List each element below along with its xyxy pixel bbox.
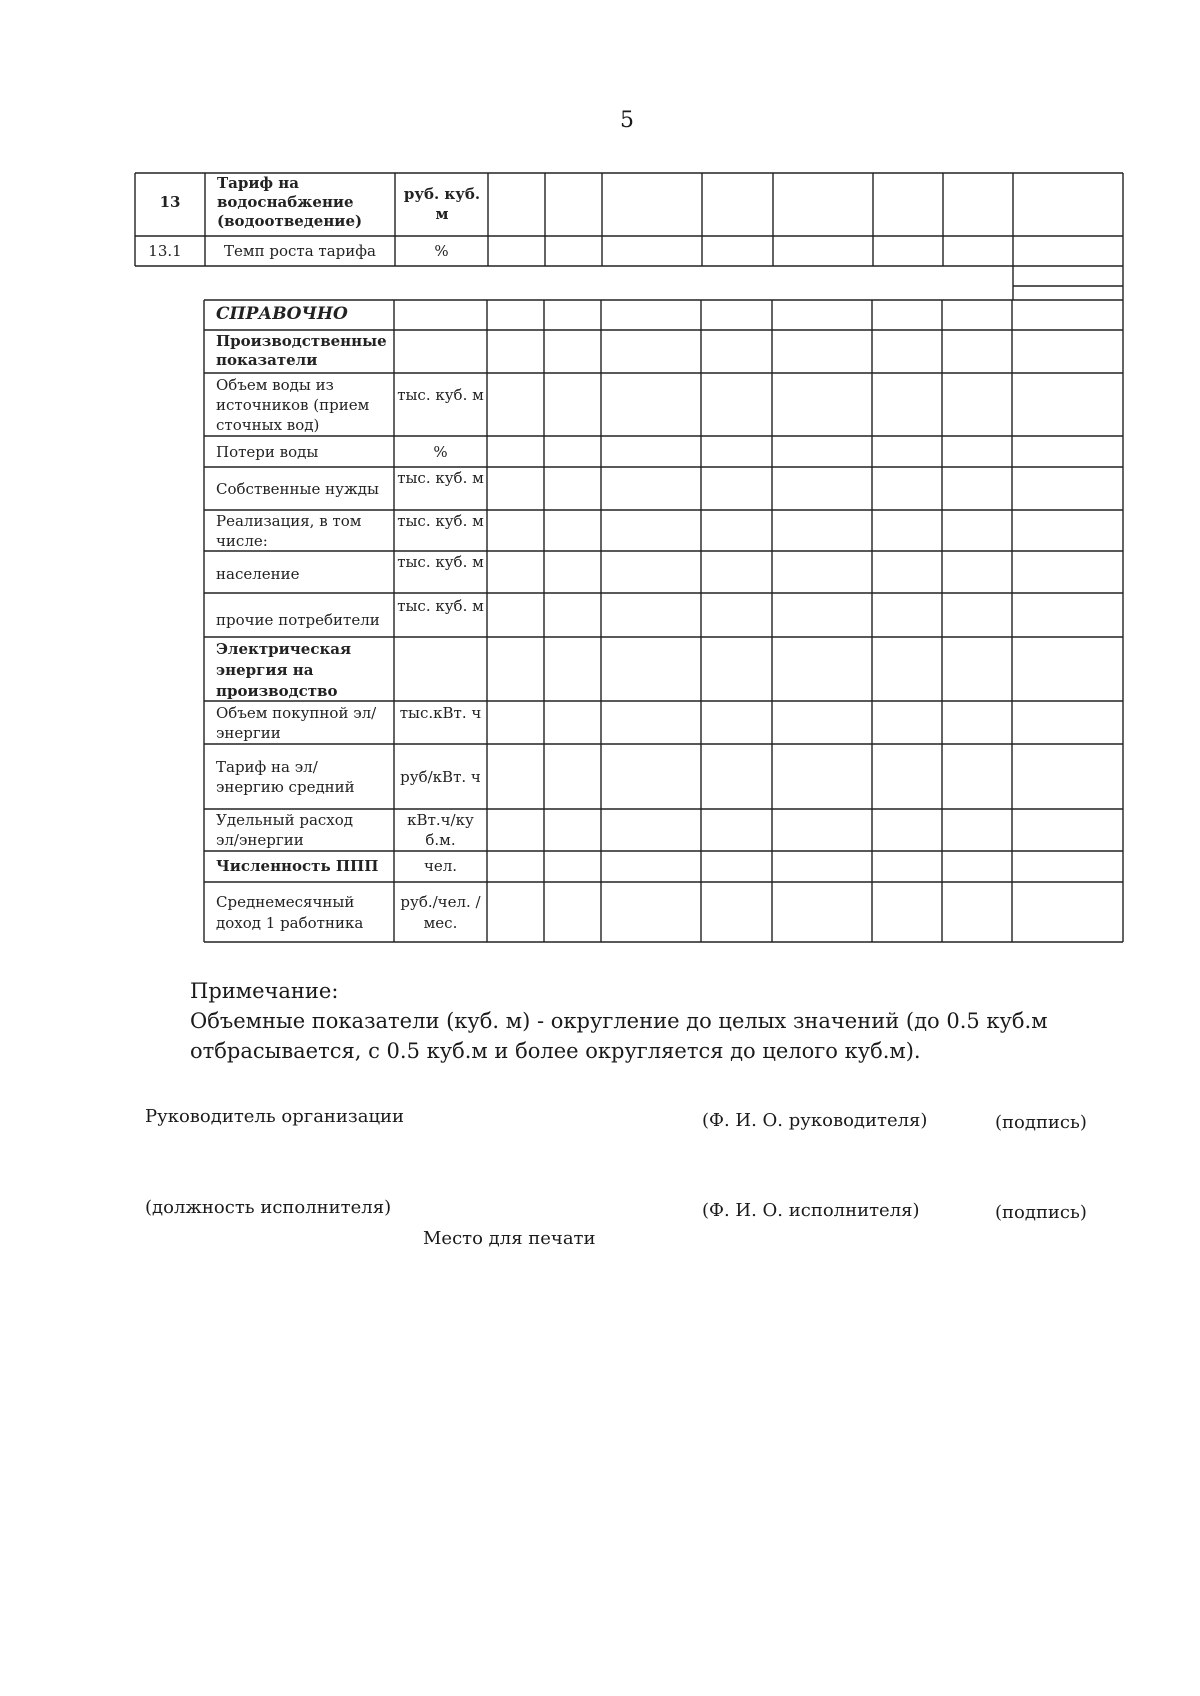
ref-row-population: население [216, 565, 300, 583]
note-line-1: Объемные показатели (куб. м) - округление до целых значений (до 0.5 куб.м [190, 1009, 1048, 1033]
ref-row-water-volume-unit: тыс. куб. м [397, 386, 484, 404]
ref-row-power-tariff: Тариф на эл/энергию средний [216, 758, 355, 796]
head-fio: (Ф. И. О. руководителя) [702, 1110, 928, 1131]
note-line-2: отбрасывается, с 0.5 куб.м и более округляется до целого куб.м). [190, 1039, 921, 1063]
ref-header: СПРАВОЧНО [216, 304, 348, 324]
ref-row-specific-consumption-unit: кВт.ч/ку б.м. [407, 811, 474, 849]
spacer-lines [1013, 266, 1123, 300]
note-title: Примечание: [190, 979, 339, 1003]
page-number: 5 [620, 108, 634, 133]
executor-label: (должность исполнителя) [145, 1197, 392, 1218]
row13-1-number: 13.1 [148, 242, 182, 260]
ref-row-avg-income-unit: руб./чел. /мес. [400, 893, 481, 932]
executor-signature: (подпись) [995, 1202, 1087, 1223]
ref-row-production: Производственные показатели [216, 332, 387, 369]
ref-row-water-volume: Объем воды из источников (прием сточных вод) [216, 376, 370, 434]
ref-row-own-needs: Собственные нужды [216, 480, 379, 498]
row13-number: 13 [159, 193, 181, 211]
row13-unit: руб. куб. м [403, 185, 481, 223]
ref-row-purchased-power-unit: тыс.кВт. ч [399, 704, 482, 722]
head-label: Руководитель организации [145, 1106, 405, 1127]
ref-row-sales: Реализация, в том числе: [216, 512, 362, 550]
ref-row-staff-count: Численность ППП [216, 857, 379, 875]
ref-row-population-unit: тыс. куб. м [397, 553, 484, 571]
executor-fio: (Ф. И. О. исполнителя) [702, 1200, 920, 1221]
ref-row-water-loss-unit: % [433, 443, 448, 461]
row13-1-name: Темп роста тарифа [224, 242, 376, 260]
ref-row-specific-consumption: Удельный расход эл/энергии [216, 811, 354, 849]
ref-row-avg-income: Среднемесячный доход 1 работника [216, 893, 364, 932]
ref-row-staff-count-unit: чел. [423, 857, 458, 875]
ref-row-own-needs-unit: тыс. куб. м [397, 469, 484, 487]
ref-row-power-tariff-unit: руб/кВт. ч [400, 768, 481, 786]
ref-row-water-loss: Потери воды [216, 443, 319, 461]
ref-row-other-consumers-unit: тыс. куб. м [397, 597, 484, 615]
head-signature: (подпись) [995, 1112, 1087, 1133]
stamp-place: Место для печати [423, 1228, 596, 1249]
ref-row-sales-unit: тыс. куб. м [397, 512, 484, 530]
row13-name: Тариф на водоснабжение (водоотведение) [217, 174, 363, 230]
ref-row-purchased-power: Объем покупной эл/энергии [216, 704, 377, 742]
ref-row-other-consumers: прочие потребители [216, 611, 380, 629]
ref-row-electric-energy: Электрическая энергия на производство [216, 640, 352, 700]
row13-1-unit: % [434, 242, 449, 260]
